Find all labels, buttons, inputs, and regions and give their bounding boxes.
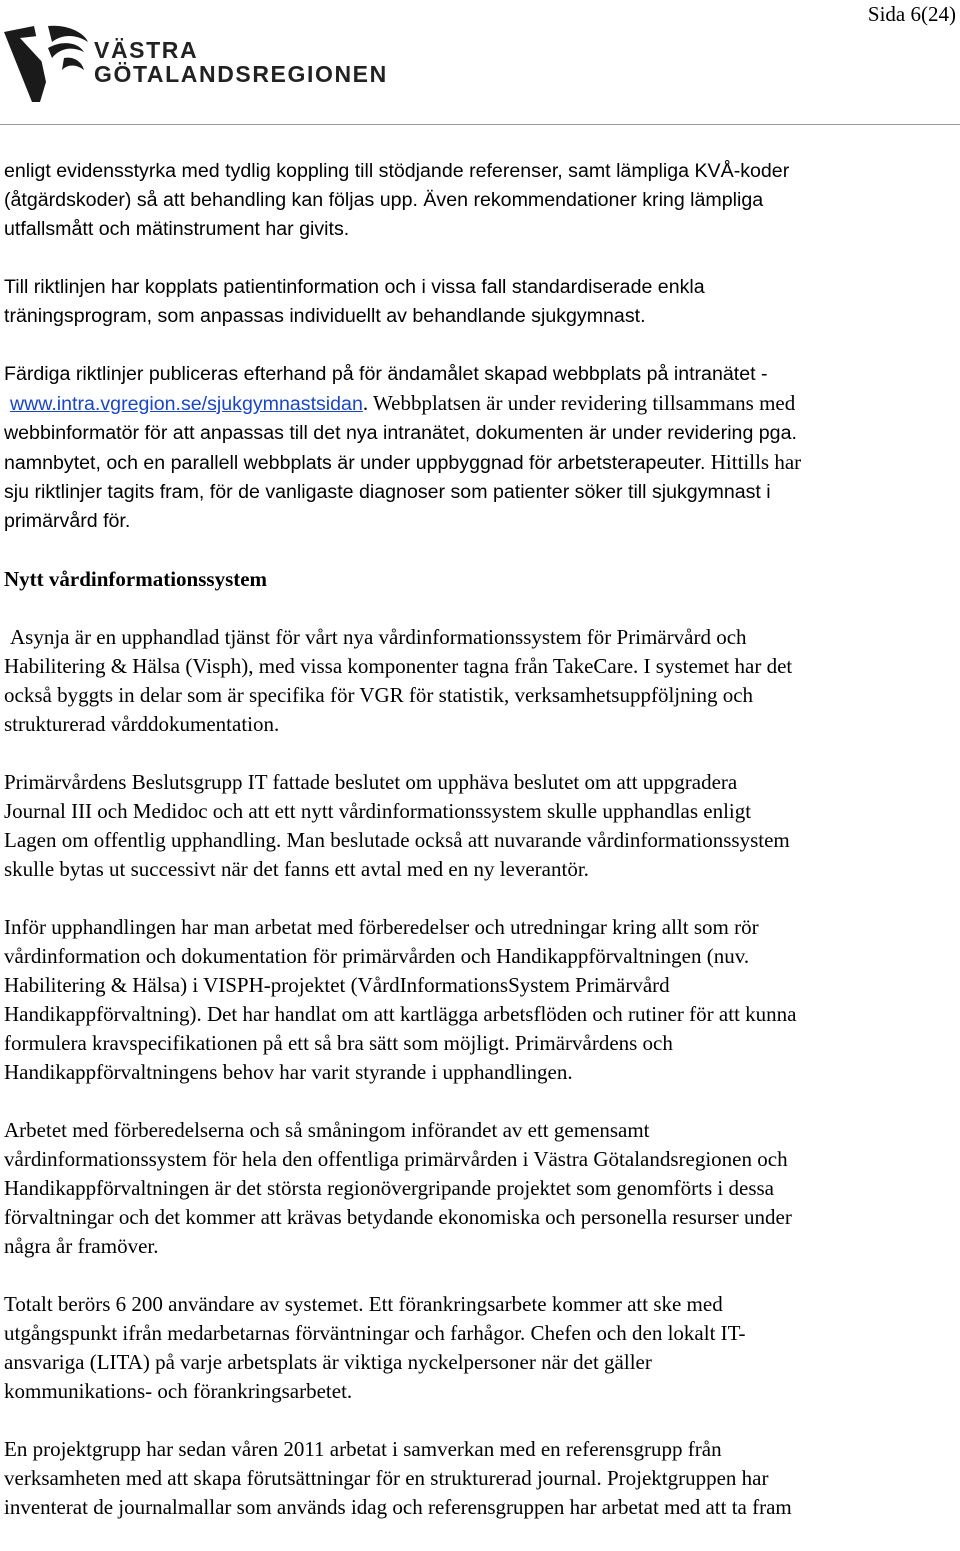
text-line: Asynja är en upphandlad tjänst för vårt nya vårdinformationssystem för Primärvård och: [10, 625, 747, 649]
text-line: utgångspunkt ifrån medarbetarnas förväntningar och farhågor. Chefen och den lokalt IT-: [4, 1321, 746, 1345]
text-line: Till riktlinjen har kopplats patientinformation och i vissa fall standardiserade enkla: [4, 276, 705, 298]
text-line: förvaltningar och det kommer att krävas betydande ekonomiska och personella resurser under: [4, 1205, 792, 1229]
text-line: webbinformatör för att anpassas till det nya intranätet, dokumenten är under revidering pga.: [4, 422, 797, 444]
text-line: Primärvårdens Beslutsgrupp IT fattade beslutet om upphäva beslutet om att uppgradera: [4, 770, 738, 794]
text-line: kommunikations- och förankringsarbetet.: [4, 1379, 353, 1403]
text-line: [4, 448, 960, 478]
text-line: sju riktlinjer tagits fram, för de vanligaste diagnoser som patienter söker till sjukgymnast i: [4, 481, 771, 503]
text-segment: Habilitering & Hälsa (Visph), med vissa komponenter tagna från TakeCare.: [4, 654, 639, 678]
text-segment: . Webbplatsen är under revidering tillsammans med: [362, 391, 796, 415]
paragraph: [4, 1435, 960, 1522]
text-line: Totalt berörs 6 200 användare av systemet. Ett förankringsarbete kommer att ske med: [4, 1292, 723, 1316]
text-line: Journal III och Medidoc och att ett nytt vårdinformationssystem skulle upphandlas enligt: [4, 799, 752, 823]
text-line: formulera kravspecifikationen på ett så bra sätt som möjligt. Primärvårdens och: [4, 1031, 673, 1055]
logo-text-line2: GÖTALANDSREGIONEN: [94, 61, 388, 87]
text-segment: I systemet har det: [638, 654, 793, 678]
text-line: några år framöver.: [4, 1234, 159, 1258]
paragraph: [4, 768, 960, 884]
paragraph: [4, 273, 960, 331]
text-line: verksamheten med att skapa förutsättningar för en strukturerad journal. Projektgruppen har: [4, 1466, 769, 1490]
text-line: också byggts in delar som är specifika för VGR för statistik, verksamhetsuppföljning och: [4, 683, 754, 707]
text-line: vårdinformation och dokumentation för primärvården och Handikappförvaltningen (nuv.: [4, 944, 750, 968]
organization-logo: [4, 24, 388, 104]
page-number: Sida 6(24): [867, 2, 956, 26]
document-body: [4, 157, 960, 1551]
paragraph: [4, 157, 960, 244]
text-segment: Hittills har: [705, 450, 802, 474]
text-line: träningsprogram, som anpassas individuellt av behandlande sjukgymnast.: [4, 305, 646, 327]
text-line: Inför upphandlingen har man arbetat med förberedelser och utredningar kring allt som rör: [4, 915, 759, 939]
text-line: ansvariga (LITA) på varje arbetsplats är viktiga nyckelpersoner när det gäller: [4, 1350, 652, 1374]
text-line: [4, 652, 960, 681]
text-line: primärvård för.: [4, 510, 131, 532]
text-line: Arbetet med förberedelserna och så småningom införandet av ett gemensamt: [4, 1118, 650, 1142]
paragraph: [4, 913, 960, 1087]
text-line: Handikappförvaltningen är det största regionövergripande projektet som genomförts i dessa: [4, 1176, 774, 1200]
header-divider: [0, 124, 960, 125]
text-line: enligt evidensstyrka med tydlig koppling till stödjande referenser, samt lämpliga KVÅ-koder: [4, 160, 790, 182]
text-line: vårdinformationssystem för hela den offentliga primärvården i Västra Götalandsregionen och: [4, 1147, 788, 1171]
text-line: En projektgrupp har sedan våren 2011 arbetat i samverkan med en referensgrupp från: [4, 1437, 722, 1461]
text-line: Handikappförvaltningens behov har varit styrande i upphandlingen.: [4, 1060, 573, 1084]
text-line: skulle bytas ut successivt när det fanns ett avtal med en ny leverantör.: [4, 857, 589, 881]
text-line: (åtgärdskoder) så att behandling kan följas upp. Även rekommendationer kring lämpliga: [4, 189, 764, 211]
section-heading: Nytt vårdinformationssystem: [4, 567, 268, 591]
text-line: inventerat de journalmallar som används idag och referensgruppen har arbetat med att ta fram: [4, 1495, 792, 1519]
paragraph: [4, 1116, 960, 1261]
paragraph: [4, 1290, 960, 1406]
logo-text-line1: VÄSTRA: [94, 37, 199, 63]
paragraph: [4, 360, 960, 536]
text-segment: namnbytet, och en parallell webbplats är under uppbyggnad för arbetsterapeuter.: [4, 452, 706, 474]
västra-götalandsregionen-logo-icon: [4, 24, 90, 104]
intranet-link[interactable]: www.intra.vgregion.se/sjukgymnastsidan: [10, 393, 363, 415]
text-line: strukturerad vårddokumentation.: [4, 712, 280, 736]
text-line: Lagen om offentlig upphandling. Man beslutade också att nuvarande vårdinformationssystem: [4, 828, 790, 852]
text-line: Färdiga riktlinjer publiceras efterhand på för ändamålet skapad webbplats på intranätet -: [4, 363, 768, 385]
text-line-with-link: [4, 389, 960, 419]
paragraph: [4, 623, 960, 739]
text-line: Handikappförvaltning). Det har handlat om att kartlägga arbetsflöden och rutiner för att kunna: [4, 1002, 797, 1026]
text-line: Habilitering & Hälsa) i VISPH-projektet (VårdInformationsSystem Primärvård: [4, 973, 670, 997]
text-line: utfallsmått och mätinstrument har givits.: [4, 218, 350, 240]
